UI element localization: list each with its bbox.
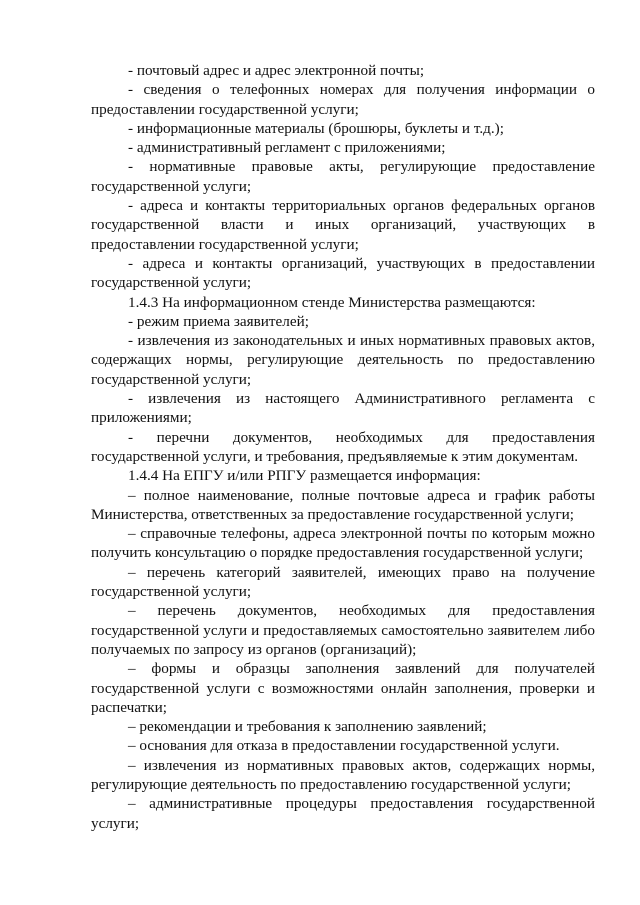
paragraph-regulation-extracts: - извлечения из настоящего Административного регламента с приложениями; bbox=[91, 390, 595, 427]
section-heading-1-4-4: 1.4.4 На ЕПГУ и/или РПГУ размещается информация: bbox=[128, 467, 481, 485]
paragraph-refusal-grounds: – основания для отказа в предоставлении государственной услуги. bbox=[128, 737, 560, 755]
paragraph-reception-schedule: - режим приема заявителей; bbox=[128, 312, 309, 330]
paragraph-forms-samples: – формы и образцы заполнения заявлений для получателей государственной услуги с возможностями онлайн заполнения, проверки и распечатки; bbox=[91, 660, 595, 716]
paragraph-organizations: - адреса и контакты организаций, участвующих в предоставлении государственной услуги; bbox=[91, 254, 595, 292]
paragraph-info-materials: - информационные материалы (брошюры, буклеты и т.д.); bbox=[128, 119, 504, 137]
paragraph-phone-info: - сведения о телефонных номерах для получения информации о предоставлении государственной услуги; bbox=[91, 81, 595, 118]
paragraph-full-name-addresses: – полное наименование, полные почтовые адреса и график работы Министерства, ответственных за предоставление государственной услуги; bbox=[91, 486, 595, 523]
section-heading-1-4-3: 1.4.3 На информационном стенде Министерства размещаются: bbox=[128, 293, 536, 311]
paragraph-normative-extracts: – извлечения из нормативных правовых актов, содержащих нормы, регулирующие деятельность по предоставлению государственной услуги; bbox=[91, 756, 595, 793]
paragraph-recommendations: – рекомендации и требования к заполнению заявлений; bbox=[128, 718, 487, 736]
document-page bbox=[91, 61, 595, 833]
paragraph-legal-acts: - нормативные правовые акты, регулирующие предоставление государственной услуги; bbox=[91, 158, 595, 195]
paragraph-admin-regulation: - административный регламент с приложениями; bbox=[128, 139, 446, 157]
paragraph-reference-phones: – справочные телефоны, адреса электронной почты по которым можно получить консультацию о порядке предоставления государственной услуги; bbox=[91, 525, 595, 562]
paragraph-document-lists: - перечни документов, необходимых для предоставления государственной услуги, и требования, предъявляемые к этим документам. bbox=[91, 428, 595, 465]
paragraph-admin-procedures: – административные процедуры предоставления государственной услуги; bbox=[91, 795, 595, 832]
paragraph-territorial-bodies: - адреса и контакты территориальных органов федеральных органов государственной власти и иных организаций, участвующих в предоставлении государственной услуги; bbox=[91, 197, 595, 253]
paragraph-law-extracts: - извлечения из законодательных и иных нормативных правовых актов, содержащих нормы, регулирующие деятельность по предоставлению государственной услуги; bbox=[91, 332, 595, 388]
paragraph-applicant-categories: – перечень категорий заявителей, имеющих право на получение государственной услуги; bbox=[91, 563, 595, 601]
paragraph-mail-address: - почтовый адрес и адрес электронной почты; bbox=[128, 62, 425, 79]
paragraph-required-documents: – перечень документов, необходимых для предоставления государственной услуги и предоставляемых самостоятельно заявителем либо получаемых по запросу из органов (организаций); bbox=[91, 602, 595, 658]
